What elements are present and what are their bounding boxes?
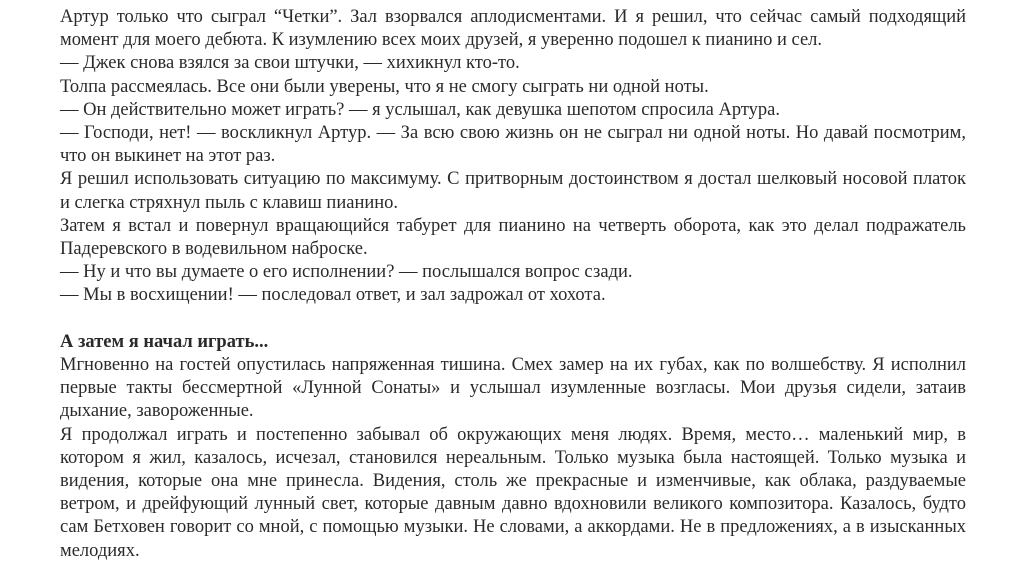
paragraph: — Джек снова взялся за свои штучки, — хихикнул кто-то.: [60, 53, 520, 74]
paragraph: Затем я встал и повернул вращающийся табурет для пианино на четверть оборота, как это делал подражатель Падеревского в водевильном наброске.: [60, 215, 966, 260]
paragraph: Мгновенно на гостей опустилась напряженная тишина. Смех замер на их губах, как по волшебству. Я исполнил первые такты бессмертной «Лунной Сонаты» и услышал изумленные возгласы. Мои друзья сидели, затаив дыхание, завороженные.: [60, 355, 966, 422]
paragraph: Толпа рассмеялась. Все они были уверены, что я не смогу сыграть ни одной ноты.: [60, 76, 709, 97]
paragraph: Я решил использовать ситуацию по максимуму. С притворным достоинством я достал шелковый носовой платок и слегка стряхнул пыль с клавиш пианино.: [60, 169, 966, 213]
paragraph: — Господи, нет! — воскликнул Артур. — За всю свою жизнь он не сыграл ни одной ноты. Но давай посмотрим, что он выкинет на этот раз.: [60, 123, 966, 167]
paragraph: Артур только что сыграл “Четки”. Зал взорвался аплодисментами. И я решил, что сейчас самый подходящий момент для моего дебюта. К изумлению всех моих друзей, я уверенно подошел к пианино и сел.: [60, 7, 966, 51]
section-heading: А затем я начал играть...: [60, 331, 269, 352]
paragraph: — Ну и что вы думаете о его исполнении? — послышался вопрос сзади.: [60, 262, 633, 283]
paragraph: Я продолжал играть и постепенно забывал об окружающих меня людях. Время, место… маленький мир, в котором я жил, казалось, исчезал, становился нереальным. Только музыка была настоящей. Только музыка и видения, которые она мне принесла. Видения, столь же прекрасные и изменчивые, как облака, раздуваемые ветром, и дрейфующий лунный свет, которые давным давно вдохновили великого композитора. Казалось, будто сам Бетховен говорит со мной, с помощью музыки. Не словами, а аккордами. Не в предложениях, а в изысканных мелодиях.: [60, 424, 966, 561]
paragraph: — Мы в восхищении! — последовал ответ, и зал задрожал от хохота.: [60, 285, 606, 306]
paragraph: — Он действительно может играть? — я услышал, как девушка шепотом спросила Артура.: [60, 99, 781, 120]
document-page: [60, 6, 966, 563]
section-gap: [60, 308, 966, 331]
